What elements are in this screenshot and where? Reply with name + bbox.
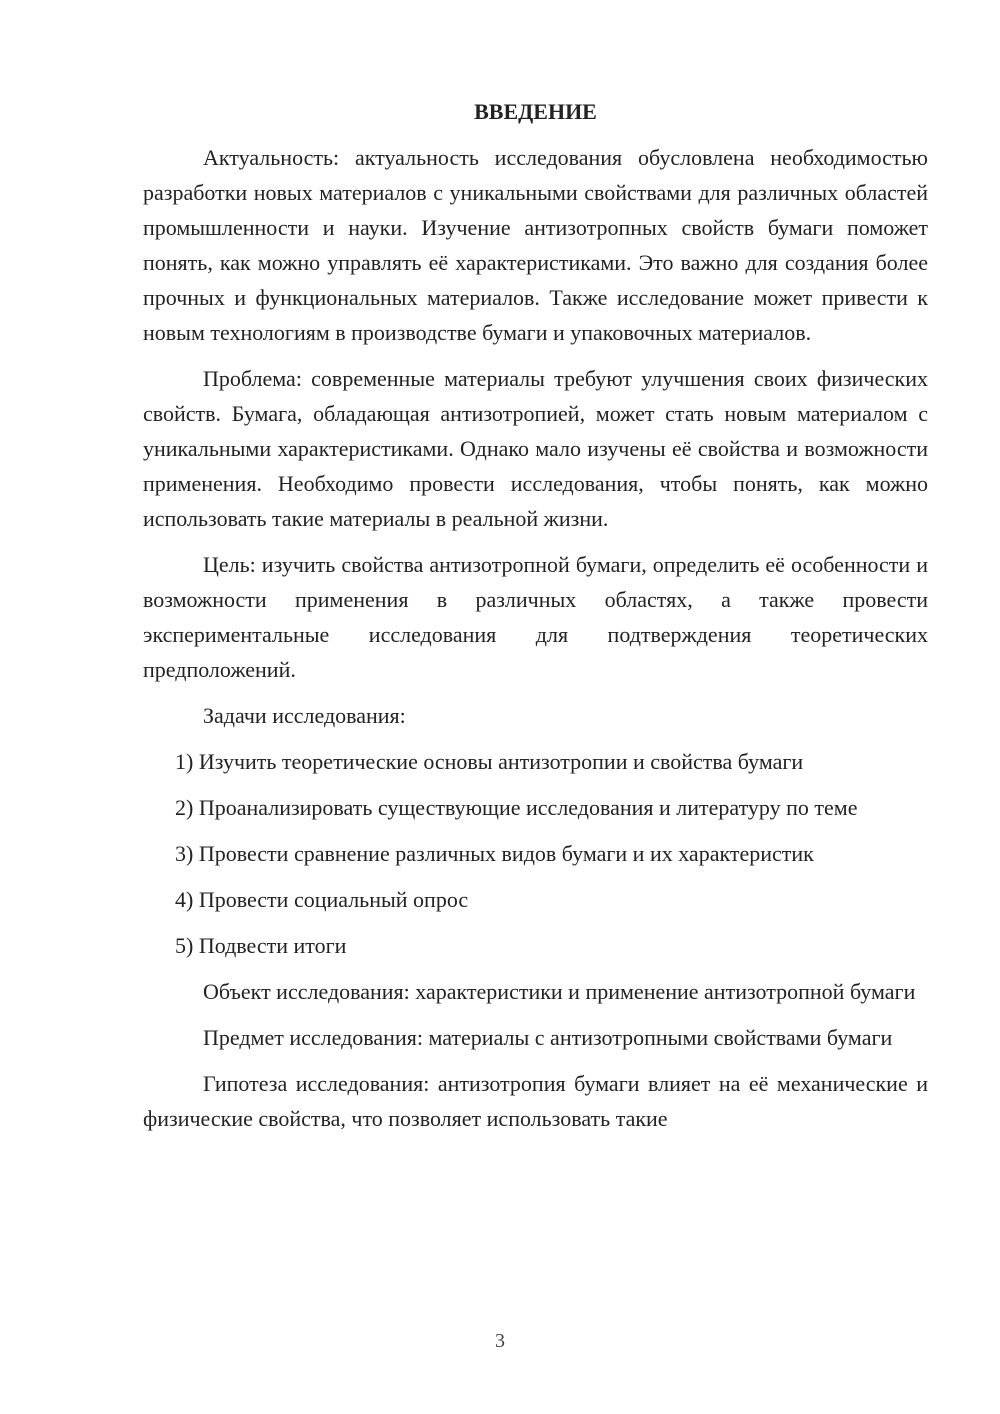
page-number: 3 bbox=[495, 1330, 505, 1352]
task-item: 2) Проанализировать существующие исследования и литературу по теме bbox=[175, 795, 858, 820]
page-title: ВВЕДЕНИЕ bbox=[474, 99, 597, 124]
problem-paragraph: Проблема: современные материалы требуют улучшения своих физических свойств. Бумага, обладающая антизотропией, может стать новым материалом с уникальными характеристиками. Однако мало изучены её свойства и возможности применения. Необходимо провести исследования, чтобы понять, как можно использовать такие материалы в реальной жизни. bbox=[143, 366, 928, 531]
goal-paragraph: Цель: изучить свойства антизотропной бумаги, определить её особенности и возможности применения в различных областях, а также провести экспериментальные исследования для подтверждения теоретических предположений. bbox=[143, 552, 928, 682]
subject-paragraph: Предмет исследования: материалы с антизотропными свойствами бумаги bbox=[203, 1025, 893, 1050]
tasks-heading: Задачи исследования: bbox=[203, 703, 406, 728]
task-item: 5) Подвести итоги bbox=[175, 933, 347, 958]
task-item: 4) Провести социальный опрос bbox=[175, 887, 469, 912]
relevance-paragraph: Актуальность: актуальность исследования обусловлена необходимостью разработки новых материалов с уникальными свойствами для различных областей промышленности и науки. Изучение антизотропных свойств бумаги поможет понять, как можно управлять её характеристиками. Это важно для создания более прочных и функциональных материалов. Также исследование может привести к новым технологиям в производстве бумаги и упаковочных материалов. bbox=[143, 145, 928, 345]
document-page bbox=[143, 94, 928, 1147]
hypothesis-paragraph: Гипотеза исследования: антизотропия бумаги влияет на её механические и физические свойства, что позволяет использовать такие bbox=[143, 1071, 928, 1131]
task-item: 1) Изучить теоретические основы антизотропии и свойства бумаги bbox=[175, 749, 804, 774]
task-item: 3) Провести сравнение различных видов бумаги и их характеристик bbox=[175, 841, 814, 866]
object-paragraph: Объект исследования: характеристики и применение антизотропной бумаги bbox=[203, 979, 916, 1004]
